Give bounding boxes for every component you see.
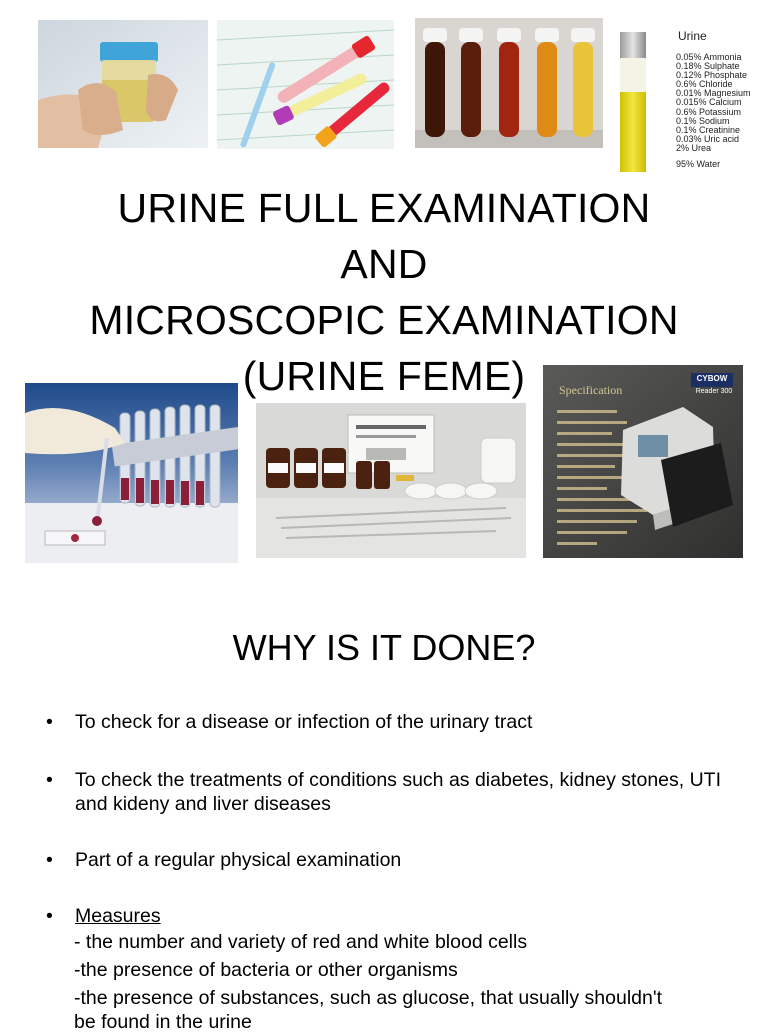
composition-item: 0.1% Creatinine — [676, 124, 741, 135]
title-line: MICROSCOPIC EXAMINATION — [89, 297, 679, 343]
composition-item: 0.18% Sulphate — [676, 61, 740, 72]
measures-label: Measures — [75, 905, 161, 927]
slide-2 — [0, 586, 768, 1033]
composition-item: 0.12% Phosphate — [676, 70, 748, 81]
title-line: URINE FULL EXAMINATION — [117, 185, 651, 231]
composition-item: 0.03% Uric acid — [676, 133, 740, 144]
urine-examination-kit-photo — [256, 403, 526, 558]
bullet-text: To check for a disease or infection of the urinary tract — [75, 711, 533, 733]
measures-item: - the number and variety of red and white blood cells — [74, 931, 528, 953]
urine-vial-illustration — [620, 32, 646, 174]
composition-item: 0.1% Sodium — [676, 115, 730, 126]
bullet-text: To check the treatments of conditions such as diabetes, kidney stones, UTI and kideny and liver diseases — [75, 769, 722, 815]
urine-analyzer-photo — [543, 365, 743, 558]
composition-item: 0.05% Ammonia — [676, 52, 742, 62]
composition-item: 0.6% Chloride — [676, 79, 733, 90]
analyzer-brand: CYBOW — [696, 374, 728, 383]
composition-list — [676, 53, 751, 153]
composition-item: 0.01% Magnesium — [676, 88, 751, 99]
composition-item: 2% Urea — [676, 142, 712, 153]
bullet-dot: • — [46, 905, 53, 927]
analyzer-spec-label: Specification — [559, 383, 623, 397]
pipette-test-tubes-photo — [25, 383, 238, 563]
urine-color-tubes-photo — [415, 18, 603, 148]
measures-item: -the presence of bacteria or other organisms — [74, 959, 458, 981]
bullet-dot: • — [46, 711, 53, 733]
title-line: AND — [340, 241, 428, 287]
urine-sample-cup-photo — [38, 20, 208, 148]
analyzer-model: Reader 300 — [695, 388, 733, 395]
test-tubes-lab-form-photo — [217, 20, 394, 149]
measures-item: be found in the urine — [74, 1011, 252, 1033]
composition-header: Urine — [678, 29, 707, 43]
bullet-text: Part of a regular physical examination — [75, 849, 402, 871]
title-line: (URINE FEME) — [242, 353, 526, 399]
urine-composition-infographic — [616, 30, 766, 175]
composition-item: 0.6% Potassium — [676, 106, 742, 117]
why-heading: WHY IS IT DONE? — [232, 627, 536, 668]
bullet-dot: • — [46, 849, 53, 871]
composition-water: 95% Water — [676, 159, 721, 169]
measures-item: -the presence of substances, such as glucose, that usually shouldn't — [74, 987, 662, 1009]
composition-item: 0.015% Calcium — [676, 97, 742, 108]
bullet-dot: • — [46, 769, 53, 791]
